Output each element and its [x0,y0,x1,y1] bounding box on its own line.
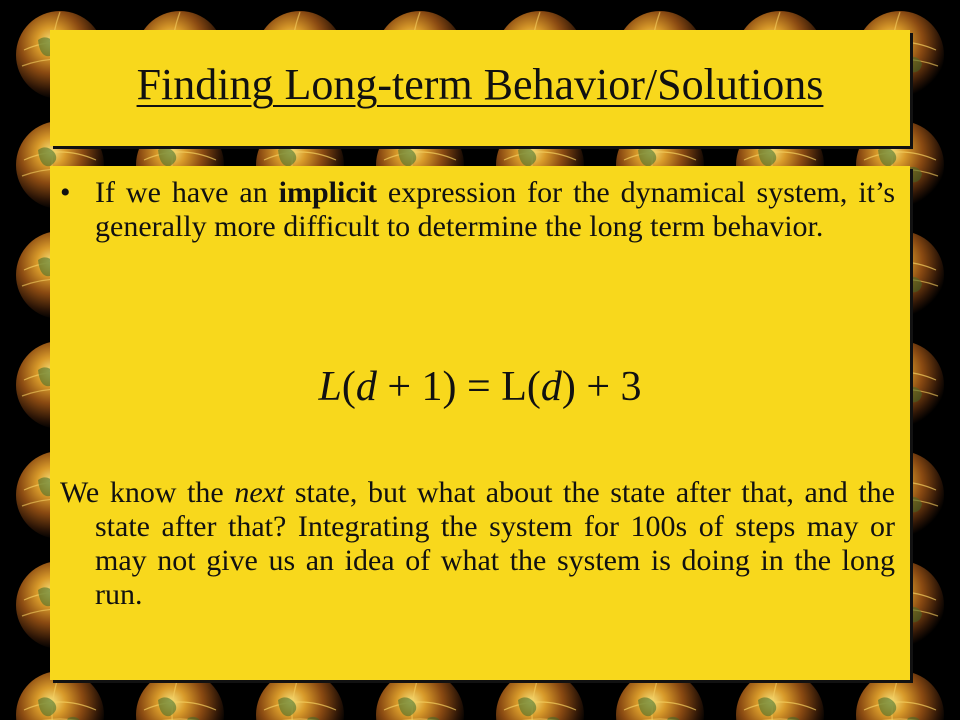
equation-p2: + 1) = L( [376,364,541,410]
bullet-prefix: If we have an [95,176,279,209]
paragraph-prefix: We know the [60,476,235,509]
equation [50,364,910,410]
slide-title: Finding Long-term Behavior/Solutions [136,60,824,109]
equation-p3: ) + 3 [561,364,642,410]
bullet-marker: • [60,176,71,209]
equation-d2: d [540,364,562,410]
paragraph-emphasis: next [234,476,285,509]
bullet-text [95,176,895,244]
title-panel [50,30,910,146]
bullet-suffix: expression for the dynamical system, it’s generally more difficult to determine the long term behavior. [95,176,895,243]
equation-d1: d [355,364,377,410]
equation-p1: ( [341,364,356,410]
bullet-emphasis: implicit [278,176,377,209]
paragraph-suffix: state, but what about the state after that, and the state after that? Integrating the system for 100s of steps may or may not give us an idea of what the system is doing in the long run. [95,476,895,611]
content-panel [50,166,910,680]
paragraph-text [60,476,895,612]
equation-l1: L [318,364,342,410]
